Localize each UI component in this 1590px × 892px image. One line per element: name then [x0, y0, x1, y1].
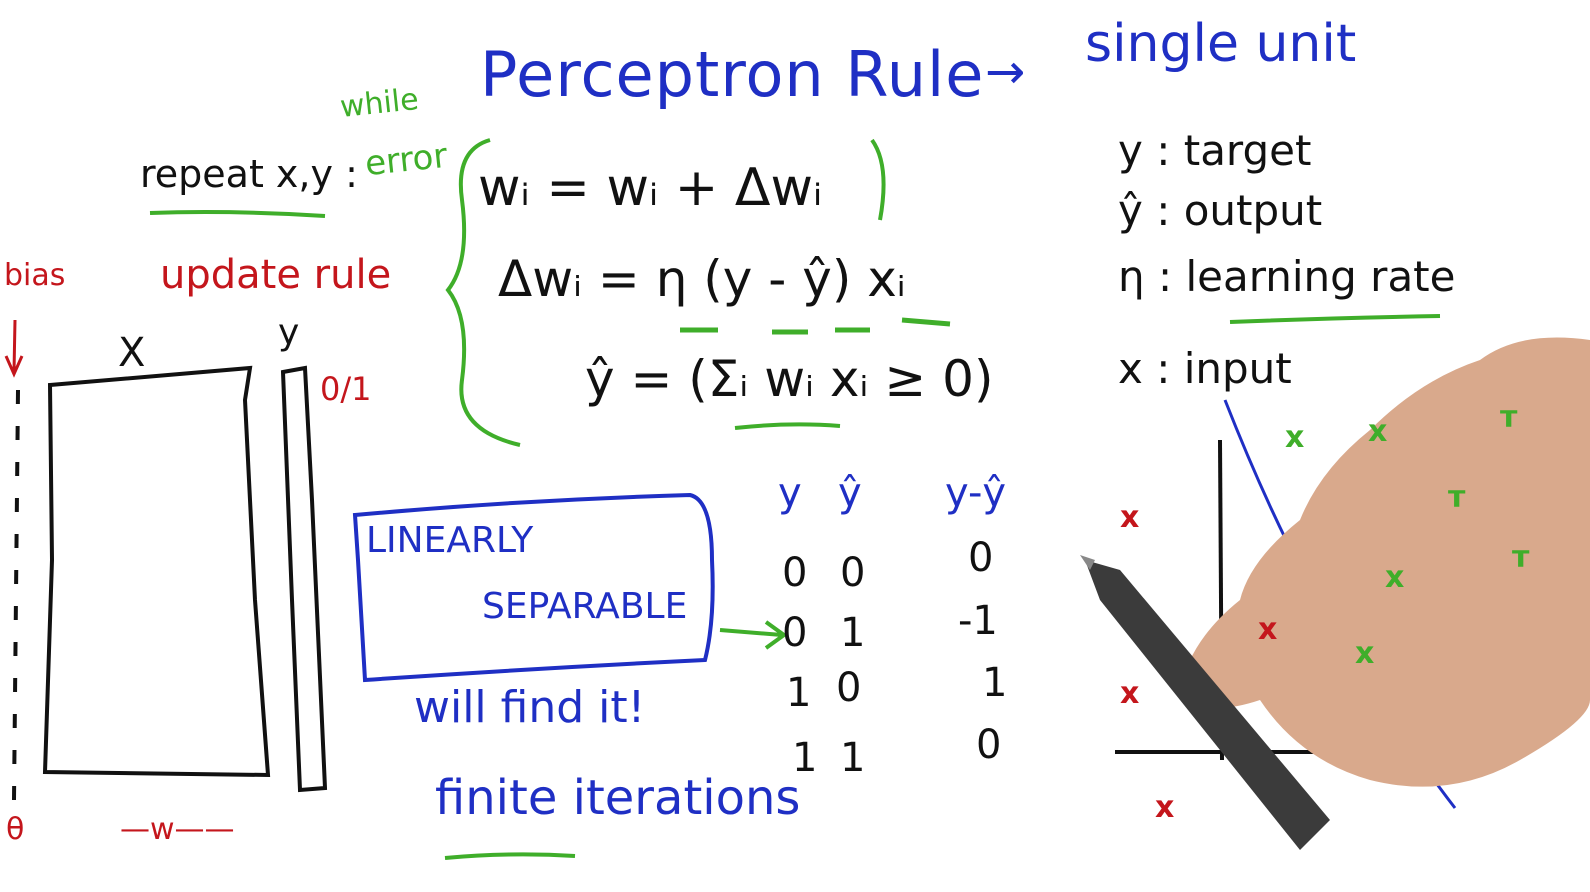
plot-negative-mark: x [1120, 676, 1140, 711]
xi-underline [902, 320, 950, 324]
table-header-diff: y-ŷ [945, 470, 1007, 516]
plot-negative-mark: x [1155, 790, 1175, 825]
delta-w-equation: Δwᵢ = η (y - ŷ) xᵢ [498, 250, 906, 308]
weight-update-equation: wᵢ = wᵢ + Δwᵢ [478, 158, 823, 218]
plot-positive-mark: т [1500, 400, 1518, 435]
repeat-label: repeat x,y : [140, 152, 358, 196]
finite-underline [445, 854, 575, 858]
plot-negative-mark: x [1120, 500, 1140, 535]
page-title: Perceptron Rule [480, 38, 985, 111]
plot-positive-mark: x [1368, 414, 1388, 449]
plot-negative-mark: x [1258, 612, 1278, 647]
table-cell-r0-diff: 0 [968, 535, 994, 581]
while-label: while [338, 81, 421, 126]
error-label: error [363, 135, 450, 185]
table-cell-r1-diff: -1 [958, 598, 998, 644]
plot-positive-mark: т [1512, 540, 1530, 575]
linearly-label: LINEARLY [366, 520, 534, 561]
bias-label: bias [4, 258, 66, 293]
table-header-y: y [778, 470, 802, 516]
table-cell-r3-diff: 0 [976, 722, 1002, 768]
legend-target-symbol: y [1118, 126, 1143, 175]
repeat-underline [150, 212, 325, 216]
legend-output-symbol: ŷ [1118, 186, 1143, 235]
table-cell-r0-yhat: 0 [840, 550, 866, 596]
table-cell-r2-y: 1 [786, 670, 812, 716]
legend-input-desc: : input [1156, 344, 1292, 393]
plot-positive-mark: x [1285, 420, 1305, 455]
legend-target-desc: : target [1156, 126, 1312, 175]
separable-label: SEPARABLE [482, 586, 688, 627]
plot-positive-mark: x [1355, 636, 1375, 671]
legend-learning-rate-desc: : learning rate [1157, 252, 1456, 301]
legend-learning-rate [1118, 252, 1456, 301]
update-brace-right [872, 140, 884, 220]
plot-positive-mark: т [1448, 480, 1466, 515]
table-cell-r0-y: 0 [782, 550, 808, 596]
output-equation: ŷ = (Σᵢ wᵢ xᵢ ≥ 0) [585, 350, 994, 408]
table-cell-r2-yhat: 0 [836, 665, 862, 711]
will-find-label: will find it! [414, 682, 646, 733]
matrix-y-column [283, 368, 325, 790]
bias-arrow [6, 320, 22, 374]
update-rule-label: update rule [160, 252, 392, 298]
matrix-x-box [45, 368, 268, 775]
sum-underline [735, 424, 840, 428]
theta-label: θ [6, 812, 25, 847]
table-arrow [720, 622, 784, 648]
legend-input-symbol: x [1118, 344, 1143, 393]
matrix-x-label: X [118, 330, 146, 376]
legend-learning-rate-symbol: η [1118, 252, 1145, 301]
bias-dashed-line [14, 390, 18, 800]
table-cell-r1-yhat: 1 [840, 610, 866, 656]
table-cell-r3-y: 1 [792, 735, 818, 781]
table-cell-r2-diff: 1 [982, 660, 1008, 706]
learning-rate-underline [1230, 316, 1440, 322]
table-header-yhat: ŷ [838, 470, 862, 516]
legend-output-desc: : output [1156, 186, 1323, 235]
subtitle: single unit [1085, 14, 1357, 74]
table-cell-r3-yhat: 1 [840, 735, 866, 781]
plot-positive-mark: x [1385, 560, 1405, 595]
legend-input [1118, 344, 1292, 393]
binary-label: 0/1 [320, 370, 372, 408]
title-arrow: → [985, 44, 1026, 100]
matrix-y-label: y [278, 312, 300, 353]
w-label: —w—— [120, 812, 235, 847]
table-cell-r1-y: 0 [782, 610, 808, 656]
legend-output [1118, 186, 1322, 235]
finite-iterations-label: finite iterations [435, 770, 801, 826]
legend-target [1118, 126, 1311, 175]
